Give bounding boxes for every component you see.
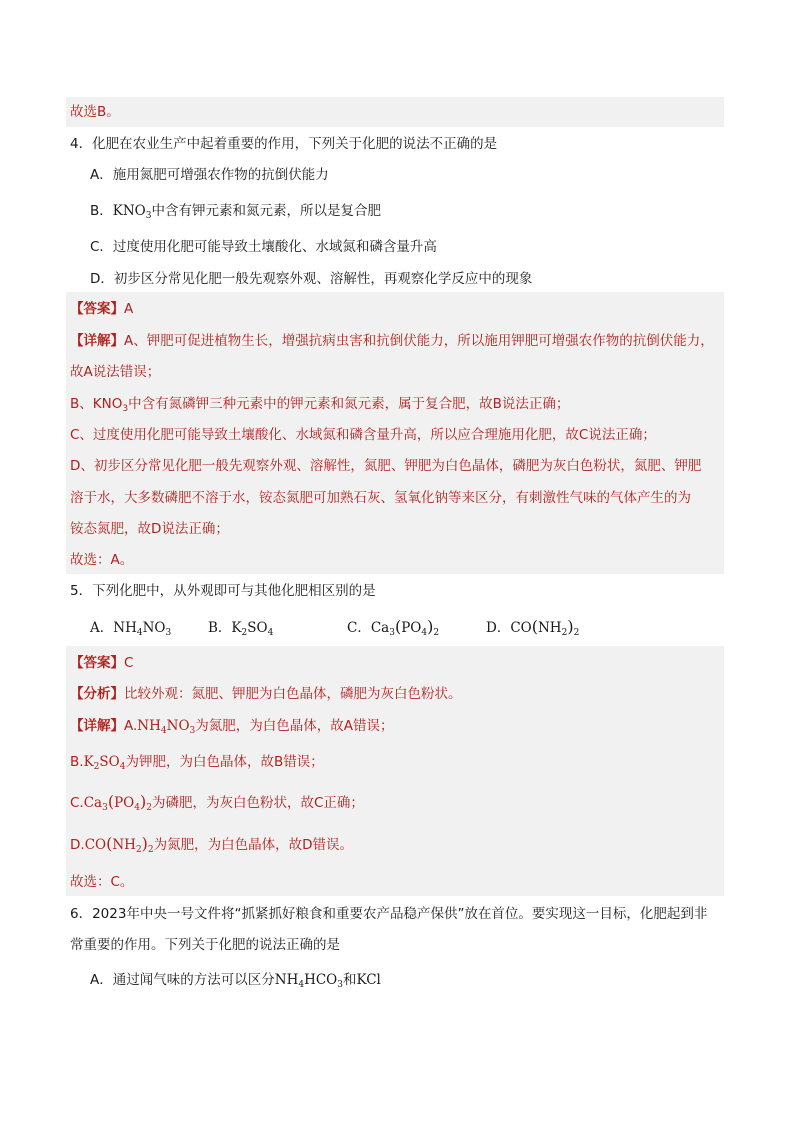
q3-conclusion: 故选B。 [70, 104, 120, 120]
formula-part: CO [84, 837, 107, 853]
q5-detail-d [70, 834, 353, 860]
formula-paren: ( [531, 617, 538, 636]
q5-detail-d-text: 为氮肥，为白色晶体，故D错误。 [153, 837, 354, 853]
formula-sub: 3 [337, 980, 343, 990]
formula-part: SO [99, 754, 120, 770]
formula-sub: 2 [573, 628, 580, 638]
formula-sub: 3 [189, 726, 196, 736]
formula-sub: 4 [160, 726, 167, 736]
formula-part: NH [274, 972, 299, 988]
q5-answer [70, 653, 133, 673]
q5-option-a [90, 618, 171, 643]
q4-option-b-label: B． [90, 203, 113, 219]
formula-part: NH [537, 620, 562, 636]
q4-detail-3 [70, 394, 569, 419]
formula-paren: ( [106, 834, 113, 853]
formula-sub: 2 [433, 628, 440, 638]
q5-option-b [208, 618, 273, 643]
q4-option-b-formula: KNO [112, 203, 146, 219]
formula-sub: 3 [165, 628, 172, 638]
formula-sub: 3 [389, 628, 395, 638]
q5-analysis-tag: 【分析】 [70, 686, 124, 702]
q5-detail-a [70, 716, 394, 741]
q4-option-c: C．过度使用化肥可能导致土壤酸化、水域氮和磷含量升高 [90, 239, 437, 255]
q6-stem-2: 常重要的作用。下列关于化肥的说法正确的是 [70, 937, 340, 953]
q5-detail-tag: 【详解】 [70, 718, 124, 734]
formula-part: Ca [370, 620, 390, 636]
formula-part: NH [137, 718, 161, 734]
formula-sub: 4 [298, 980, 305, 990]
q4-option-b-subscript: 3 [145, 211, 152, 221]
q5-option-b-label: B． [208, 620, 232, 636]
q5-option-c [347, 617, 439, 643]
q5-detail-b-prefix: B. [70, 754, 84, 770]
formula-sub: 2 [147, 845, 154, 855]
q4-conclusion: 故选：A。 [70, 552, 134, 568]
q6-option-a-text: A．通过闻气味的方法可以区分 [90, 972, 275, 988]
q6-option-a-and: 和 [342, 972, 357, 988]
q4-detail-tag: 【详解】 [70, 333, 124, 349]
formula-sub: 2 [241, 628, 248, 638]
formula-paren: ) [139, 792, 147, 811]
q5-option-d [486, 617, 579, 643]
formula-sub: 2 [93, 762, 100, 772]
q5-option-d-label: D． [486, 620, 511, 636]
q4-option-a: A．施用氮肥可增强农作物的抗倒伏能力 [90, 167, 329, 183]
q5-answer-value: C [124, 655, 134, 671]
formula-part: KCl [356, 972, 381, 988]
q6-option-a [90, 970, 381, 995]
q4-detail-7: 铵态氮肥，故D说法正确； [70, 521, 229, 537]
q4-answer-tag: 【答案】 [70, 301, 124, 317]
q5-detail-c [70, 792, 364, 818]
q5-detail-d-prefix: D. [70, 837, 85, 853]
q4-option-b-rest: 中含有钾元素和氮元素，所以是复合肥 [151, 203, 381, 219]
q5-option-a-label: A． [90, 620, 114, 636]
q4-option-d: D．初步区分常见化肥一般先观察外观、溶解性，再观察化学反应中的现象 [90, 271, 533, 287]
formula-sub: 4 [267, 628, 274, 638]
formula-paren: ( [107, 792, 115, 811]
formula-part: NH [112, 837, 136, 853]
formula-sub: 4 [119, 762, 126, 772]
q5-answer-tag: 【答案】 [70, 655, 124, 671]
formula-paren: ) [141, 834, 148, 853]
q5-detail-a-prefix: A. [124, 718, 138, 734]
formula-sub: 2 [146, 803, 152, 813]
q4-answer [70, 299, 133, 319]
formula-sub: 4 [136, 628, 143, 638]
formula-paren: ) [427, 617, 434, 636]
formula-part: SO [247, 620, 268, 636]
q5-stem: 5．下列化肥中，从外观即可与其他化肥相区别的是 [70, 583, 376, 599]
q5-analysis [70, 684, 462, 704]
formula-sub: 2 [135, 845, 142, 855]
formula-paren: ) [567, 617, 574, 636]
q5-detail-c-text: 为磷肥，为灰白色粉状，故C正确； [151, 795, 364, 811]
q3-answer-shade [66, 97, 724, 127]
formula-part: Ca [83, 795, 103, 811]
formula-sub: 3 [102, 803, 108, 813]
q6-stem-1: 6．2023年中央一号文件将“抓紧抓好粮食和重要农产品稳产保供”放在首位。要实现这一目标，化肥起到非 [70, 906, 708, 922]
q4-detail-1 [70, 331, 714, 351]
q5-option-c-label: C． [347, 620, 371, 636]
q5-conclusion: 故选：C。 [70, 874, 134, 890]
q4-detail-4: C、过度使用化肥可能导致土壤酸化、水域氮和磷含量升高，所以应合理施用化肥，故C说法正确； [70, 427, 656, 443]
formula-part: PO [114, 795, 135, 811]
q4-detail-3-post: 中含有氮磷钾三种元素中的钾元素和氮元素，属于复合肥，故B说法正确； [128, 396, 570, 412]
formula-sub: 2 [561, 628, 568, 638]
q4-detail-3-sub: 3 [122, 404, 129, 414]
formula-part: HCO [304, 972, 338, 988]
formula-part: PO [401, 620, 422, 636]
q4-detail-1-text: A、钾肥可促进植物生长，增强抗病虫害和抗倒伏能力，所以施用钾肥可增强农作物的抗倒伏能力， [124, 333, 714, 349]
q5-detail-a-text: 为氮肥，为白色晶体，故A错误； [195, 718, 394, 734]
q4-answer-value: A [124, 301, 134, 317]
q4-detail-6: 溶于水，大多数磷肥不溶于水，铵态氮肥可加熟石灰、氢氧化钠等来区分，有刺激性气味的气体产生的为 [70, 490, 691, 506]
formula-part: CO [510, 620, 532, 636]
formula-part: K [231, 620, 242, 636]
formula-part: NO [142, 620, 166, 636]
formula-sub: 4 [421, 628, 428, 638]
q5-detail-c-prefix: C. [70, 795, 84, 811]
q5-analysis-text: 比较外观：氮肥、钾肥为白色晶体，磷肥为灰白色粉状。 [124, 686, 462, 702]
formula-part: NH [113, 620, 137, 636]
q4-detail-5: D、初步区分常见化肥一般先观察外观、溶解性，氮肥、钾肥为白色晶体，磷肥为灰白色粉状，氮肥、钾肥 [70, 458, 702, 474]
formula-sub: 4 [134, 803, 140, 813]
q4-stem: 4．化肥在农业生产中起着重要的作用，下列关于化肥的说法不正确的是 [70, 136, 498, 152]
formula-part: NO [166, 718, 190, 734]
formula-paren: ( [394, 617, 402, 636]
q5-detail-b [70, 752, 324, 777]
q4-detail-3-pre: B、KNO [70, 396, 123, 412]
formula-part: K [83, 754, 94, 770]
q4-detail-2: 故A说法错误； [70, 364, 161, 380]
q5-detail-b-text: 为钾肥，为白色晶体，故B错误； [125, 754, 324, 770]
q4-option-b [90, 201, 381, 226]
